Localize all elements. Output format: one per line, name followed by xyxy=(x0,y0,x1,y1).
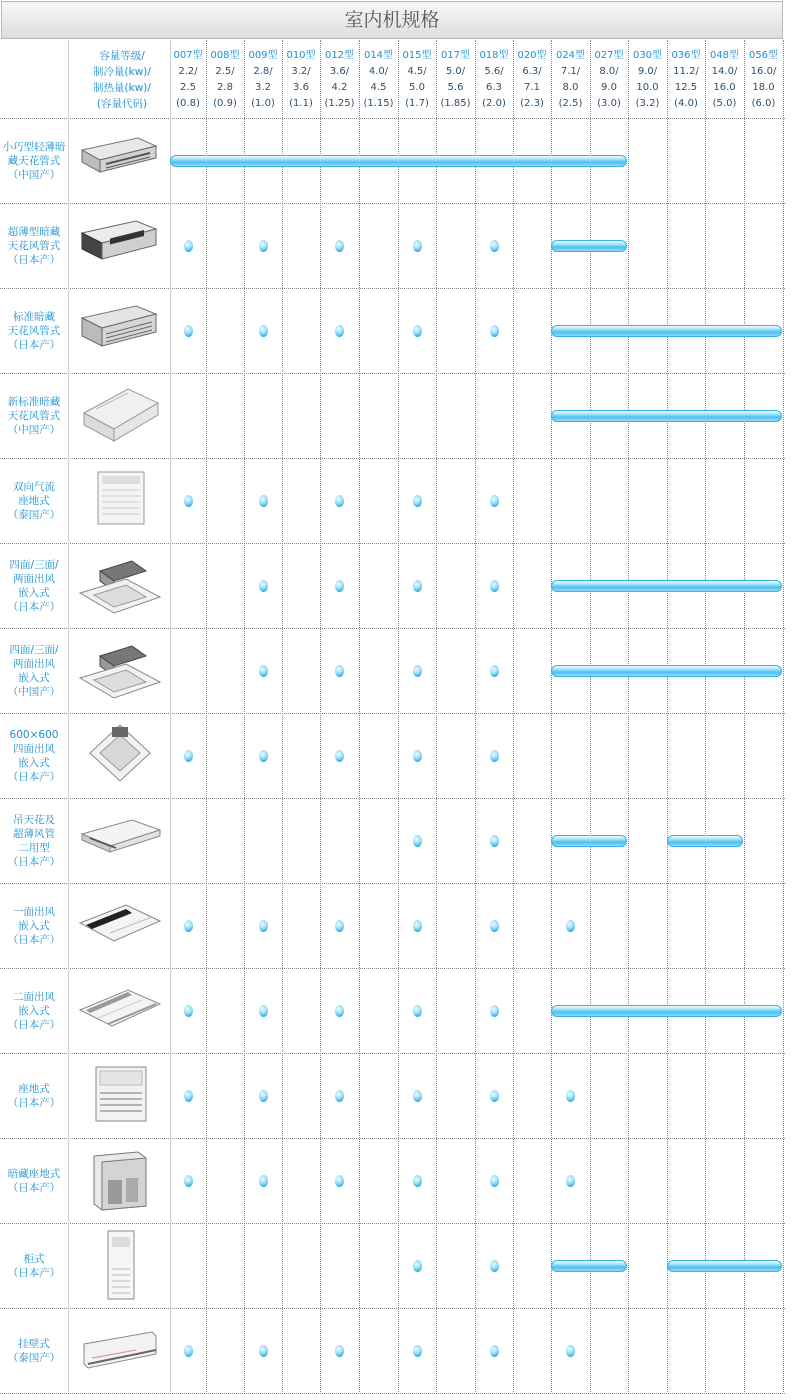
unit-type-label-line: 藏天花管式 xyxy=(7,154,61,167)
unit-type-label-line: 两面出风 xyxy=(13,572,55,585)
availability-dot xyxy=(490,750,499,762)
availability-dot xyxy=(184,920,193,932)
capacity-code: (0.8) xyxy=(176,98,200,109)
model-label: 018型 xyxy=(479,50,509,61)
ceiling-suspended-image xyxy=(76,803,164,877)
unit-type-label-line: 四面出风 xyxy=(13,742,55,755)
availability-dot xyxy=(413,1175,422,1187)
capacity-code: (1.25) xyxy=(324,98,355,109)
header-desc-line: (容量代码) xyxy=(96,98,148,110)
availability-dot xyxy=(490,325,499,337)
capacity-column-header xyxy=(244,48,282,112)
availability-dot xyxy=(413,240,422,252)
cooling-capacity: 2.5/ xyxy=(215,66,235,77)
unit-type-label-line: 嵌入式 xyxy=(18,1004,50,1017)
capacity-column-header xyxy=(169,48,207,112)
unit-type-label-line: 二面出风 xyxy=(13,990,55,1003)
column-divider xyxy=(475,40,476,1392)
availability-dot xyxy=(335,495,344,507)
cooling-capacity: 4.5/ xyxy=(407,66,427,77)
unit-type-label-line: 两面出风 xyxy=(13,657,55,670)
availability-range-bar xyxy=(551,1005,782,1017)
availability-dot xyxy=(490,665,499,677)
availability-dot xyxy=(490,1345,499,1357)
unit-type-label-line: 嵌入式 xyxy=(18,586,50,599)
availability-dot xyxy=(259,325,268,337)
heating-capacity: 9.0 xyxy=(601,82,617,93)
availability-range-bar xyxy=(551,580,782,592)
unit-type-label-line: 二用型 xyxy=(18,841,50,854)
column-divider xyxy=(170,40,171,1392)
column-divider xyxy=(436,40,437,1392)
floor-unit-illustration xyxy=(76,1059,164,1131)
availability-dot xyxy=(490,495,499,507)
availability-dot xyxy=(184,1345,193,1357)
unit-type-label-line: （日本产） xyxy=(7,253,61,266)
availability-range-bar xyxy=(667,835,743,847)
column-divider xyxy=(244,40,245,1392)
cooling-capacity: 9.0/ xyxy=(637,66,658,77)
model-label: 024型 xyxy=(555,50,586,61)
unit-type-label-line: （日本产） xyxy=(7,1181,61,1194)
column-divider xyxy=(705,40,706,1392)
ceiling-duct-new-image xyxy=(76,378,164,452)
capacity-code: (5.0) xyxy=(712,98,737,109)
availability-range-bar xyxy=(551,1260,627,1272)
heating-capacity: 2.5 xyxy=(180,82,196,93)
ceiling-duct-slim-illustration xyxy=(76,209,164,281)
availability-range-bar xyxy=(667,1260,782,1272)
availability-dot xyxy=(490,920,499,932)
availability-dot xyxy=(335,580,344,592)
unit-type-label-line: 600×600 xyxy=(9,728,59,741)
availability-dot xyxy=(259,1005,268,1017)
cooling-capacity: 7.1/ xyxy=(560,66,581,77)
unit-type-label xyxy=(0,628,68,713)
model-label: 010型 xyxy=(286,50,316,61)
model-label: 008型 xyxy=(210,50,240,61)
column-divider xyxy=(206,40,207,1392)
unit-type-label-line: 标准暗藏 xyxy=(13,310,55,323)
cassette-4way-illustration xyxy=(76,549,164,621)
unit-type-label-line: 座地式 xyxy=(18,1082,50,1095)
availability-dot xyxy=(335,1345,344,1357)
unit-type-label xyxy=(0,883,68,968)
column-divider xyxy=(783,40,784,1392)
availability-dot xyxy=(335,1090,344,1102)
ceiling-duct-new-illustration xyxy=(76,379,164,451)
availability-dot xyxy=(490,580,499,592)
floor-unit-image xyxy=(76,1058,164,1132)
unit-type-label-line: （日本产） xyxy=(7,1266,61,1279)
capacity-code: (6.0) xyxy=(751,98,776,109)
availability-dot xyxy=(259,580,268,592)
unit-type-label xyxy=(0,713,68,798)
capacity-column-header xyxy=(513,48,551,112)
unit-type-label xyxy=(0,1223,68,1308)
availability-dot xyxy=(490,1090,499,1102)
heating-capacity: 8.0 xyxy=(562,82,579,93)
capacity-code: (1.7) xyxy=(405,98,429,109)
ceiling-duct-standard-illustration xyxy=(76,294,164,366)
unit-type-label-line: （日本产） xyxy=(7,338,61,351)
ceiling-duct-compact-illustration xyxy=(76,124,164,196)
availability-dot xyxy=(259,920,268,932)
unit-type-label-line: 四面/三面/ xyxy=(9,558,59,571)
heating-capacity: 6.3 xyxy=(486,82,502,93)
unit-type-label xyxy=(0,798,68,883)
unit-type-label-line: 嵌入式 xyxy=(18,919,50,932)
wall-mounted-image xyxy=(76,1313,164,1387)
column-divider xyxy=(282,40,283,1392)
unit-type-label-line: 小巧型轻薄暗 xyxy=(2,140,66,153)
unit-type-label-line: （泰国产） xyxy=(7,1351,61,1364)
heating-capacity: 10.0 xyxy=(636,82,659,93)
model-label: 017型 xyxy=(440,50,471,61)
capacity-code: (1.85) xyxy=(440,98,471,109)
unit-type-label xyxy=(0,203,68,288)
cassette-4way-image xyxy=(76,548,164,622)
unit-type-label-line: （日本产） xyxy=(7,855,61,868)
cassette-4way-illustration xyxy=(76,634,164,706)
unit-type-label xyxy=(0,543,68,628)
capacity-column-header xyxy=(360,48,398,112)
unit-type-label-line: 新标准暗藏 xyxy=(7,395,61,408)
unit-type-label-line: 嵌入式 xyxy=(18,671,50,684)
cooling-capacity: 2.2/ xyxy=(178,66,198,77)
cassette-2way-illustration xyxy=(76,974,164,1046)
unit-type-label-line: （中国产） xyxy=(7,685,61,698)
unit-type-label xyxy=(0,1308,68,1393)
heating-capacity: 7.1 xyxy=(524,82,540,93)
availability-dot xyxy=(259,750,268,762)
unit-type-label-line: 嵌入式 xyxy=(18,756,50,769)
availability-dot xyxy=(490,240,499,252)
unit-type-label xyxy=(0,458,68,543)
availability-dot xyxy=(566,920,575,932)
column-divider xyxy=(513,40,514,1392)
header-desc-line: 制冷量(kw)/ xyxy=(93,66,151,78)
capacity-column-header xyxy=(206,48,244,112)
capacity-column-header xyxy=(321,48,359,112)
unit-type-label-line: （日本产） xyxy=(7,770,61,783)
availability-range-bar xyxy=(551,835,627,847)
unit-type-label-line: 四面/三面/ xyxy=(9,643,59,656)
unit-type-label xyxy=(0,373,68,458)
model-label: 014型 xyxy=(363,50,394,61)
unit-type-label-line: 天花风管式 xyxy=(7,239,61,252)
column-divider xyxy=(320,40,321,1392)
unit-type-label-line: 吊天花及 xyxy=(13,813,55,826)
cooling-capacity: 4.0/ xyxy=(368,66,389,77)
model-label: 007型 xyxy=(173,50,203,61)
heating-capacity: 5.6 xyxy=(447,82,464,93)
capacity-column-header xyxy=(398,48,436,112)
model-label: 036型 xyxy=(671,50,701,61)
availability-dot xyxy=(335,665,344,677)
capacity-header-description xyxy=(74,48,170,112)
unit-type-label-line: （日本产） xyxy=(7,933,61,946)
unit-type-label xyxy=(0,288,68,373)
availability-dot xyxy=(335,920,344,932)
availability-dot xyxy=(259,665,268,677)
ceiling-duct-slim-image xyxy=(76,208,164,282)
floor-standing-illustration xyxy=(76,464,164,536)
floor-concealed-illustration xyxy=(76,1144,164,1216)
cooling-capacity: 5.6/ xyxy=(484,66,504,77)
capacity-code: (1.15) xyxy=(363,98,394,109)
unit-type-label-line: 超薄风管 xyxy=(13,827,55,840)
ceiling-suspended-illustration xyxy=(76,804,164,876)
capacity-code: (1.0) xyxy=(251,98,275,109)
floor-concealed-image xyxy=(76,1143,164,1217)
cooling-capacity: 16.0/ xyxy=(750,66,777,77)
unit-type-label-line: 暗藏座地式 xyxy=(7,1167,61,1180)
capacity-column-header xyxy=(282,48,320,112)
unit-type-label xyxy=(0,968,68,1053)
unit-type-label-line: 双向气流 xyxy=(13,480,55,493)
heating-capacity: 5.0 xyxy=(409,82,425,93)
column-divider xyxy=(667,40,668,1392)
availability-dot xyxy=(490,1005,499,1017)
availability-dot xyxy=(335,240,344,252)
floor-standing-image xyxy=(76,463,164,537)
unit-type-label-line: 天花风管式 xyxy=(7,409,61,422)
availability-dot xyxy=(259,1345,268,1357)
capacity-code: (2.0) xyxy=(482,98,506,109)
model-label: 048型 xyxy=(709,50,740,61)
availability-dot xyxy=(184,1090,193,1102)
model-label: 015型 xyxy=(402,50,432,61)
unit-type-label xyxy=(0,1138,68,1223)
cabinet-illustration xyxy=(76,1229,164,1301)
cabinet-image xyxy=(76,1228,164,1302)
cooling-capacity: 14.0/ xyxy=(711,66,738,77)
heating-capacity: 16.0 xyxy=(713,82,736,93)
unit-type-label-line: 座地式 xyxy=(18,494,50,507)
capacity-code: (4.0) xyxy=(674,98,698,109)
unit-type-label-line: 挂壁式 xyxy=(18,1337,50,1350)
capacity-code: (3.2) xyxy=(635,98,660,109)
availability-dot xyxy=(490,1260,499,1272)
availability-dot xyxy=(184,240,193,252)
ceiling-duct-compact-image xyxy=(76,123,164,197)
cassette-1way-image xyxy=(76,888,164,962)
cassette-600-illustration xyxy=(76,719,164,791)
column-divider xyxy=(628,40,629,1392)
cooling-capacity: 11.2/ xyxy=(673,66,699,77)
availability-dot xyxy=(413,665,422,677)
capacity-column-header xyxy=(667,48,705,112)
availability-dot xyxy=(184,495,193,507)
unit-type-label-line: （中国产） xyxy=(7,168,61,181)
unit-type-label-line: （日本产） xyxy=(7,1018,61,1031)
cassette-2way-image xyxy=(76,973,164,1047)
availability-dot xyxy=(335,1175,344,1187)
availability-dot xyxy=(259,495,268,507)
capacity-code: (1.1) xyxy=(289,98,313,109)
column-divider xyxy=(359,40,360,1392)
cooling-capacity: 3.2/ xyxy=(291,66,311,77)
heating-capacity: 2.8 xyxy=(217,82,233,93)
cooling-capacity: 5.0/ xyxy=(445,66,466,77)
model-label: 012型 xyxy=(324,50,355,61)
cassette-600-image xyxy=(76,718,164,792)
availability-dot xyxy=(184,325,193,337)
availability-dot xyxy=(490,835,499,847)
availability-range-bar xyxy=(170,155,627,167)
availability-range-bar xyxy=(551,240,627,252)
wall-mounted-illustration xyxy=(76,1314,164,1386)
capacity-column-header xyxy=(629,48,667,112)
availability-range-bar xyxy=(551,665,782,677)
availability-range-bar xyxy=(551,325,782,337)
availability-dot xyxy=(413,920,422,932)
model-label: 056型 xyxy=(748,50,779,61)
heating-capacity: 3.2 xyxy=(255,82,271,93)
availability-dot xyxy=(259,240,268,252)
cooling-capacity: 3.6/ xyxy=(329,66,350,77)
column-divider xyxy=(398,40,399,1392)
availability-dot xyxy=(566,1090,575,1102)
unit-type-label-line: 天花风管式 xyxy=(7,324,61,337)
heating-capacity: 18.0 xyxy=(752,82,775,93)
heating-capacity: 4.5 xyxy=(370,82,387,93)
page-title: 室内机规格 xyxy=(1,1,783,39)
availability-dot xyxy=(413,750,422,762)
heating-capacity: 3.6 xyxy=(293,82,309,93)
availability-dot xyxy=(413,495,422,507)
heating-capacity: 12.5 xyxy=(674,82,698,93)
unit-type-label-line: 一面出风 xyxy=(13,905,55,918)
cassette-1way-illustration xyxy=(76,889,164,961)
availability-dot xyxy=(335,750,344,762)
model-label: 027型 xyxy=(594,50,624,61)
unit-type-label-line: （日本产） xyxy=(7,600,61,613)
model-label: 030型 xyxy=(632,50,663,61)
capacity-column-header xyxy=(745,48,783,112)
availability-dot xyxy=(335,1005,344,1017)
availability-dot xyxy=(413,1260,422,1272)
availability-dot xyxy=(413,1345,422,1357)
cooling-capacity: 2.8/ xyxy=(253,66,273,77)
capacity-code: (2.3) xyxy=(520,98,544,109)
availability-dot xyxy=(413,1090,422,1102)
unit-type-label-line: （日本产） xyxy=(7,1096,61,1109)
availability-dot xyxy=(566,1345,575,1357)
header-desc-line: 容量等级/ xyxy=(99,50,145,62)
unit-type-label xyxy=(0,118,68,203)
capacity-code: (3.0) xyxy=(597,98,621,109)
availability-dot xyxy=(184,1005,193,1017)
capacity-column-header xyxy=(706,48,744,112)
column-divider xyxy=(68,40,69,1392)
capacity-column-header xyxy=(590,48,628,112)
cassette-4way-image xyxy=(76,633,164,707)
ceiling-duct-standard-image xyxy=(76,293,164,367)
cooling-capacity: 6.3/ xyxy=(522,66,542,77)
unit-type-label-line: （中国产） xyxy=(7,423,61,436)
column-divider xyxy=(744,40,745,1392)
availability-range-bar xyxy=(551,410,782,422)
capacity-column-header xyxy=(475,48,513,112)
availability-dot xyxy=(335,325,344,337)
capacity-code: (2.5) xyxy=(558,98,583,109)
unit-type-label-line: （泰国产） xyxy=(7,508,61,521)
availability-dot xyxy=(566,1175,575,1187)
header-desc-line: 制热量(kw)/ xyxy=(93,82,151,94)
availability-dot xyxy=(259,1090,268,1102)
availability-dot xyxy=(413,835,422,847)
unit-type-label xyxy=(0,1053,68,1138)
heating-capacity: 4.2 xyxy=(331,82,348,93)
availability-dot xyxy=(413,1005,422,1017)
capacity-column-header xyxy=(437,48,475,112)
availability-dot xyxy=(413,325,422,337)
capacity-column-header xyxy=(552,48,590,112)
availability-dot xyxy=(413,580,422,592)
row-divider xyxy=(0,1393,785,1394)
model-label: 020型 xyxy=(517,50,547,61)
availability-dot xyxy=(184,750,193,762)
cooling-capacity: 8.0/ xyxy=(599,66,619,77)
unit-type-label-line: 柜式 xyxy=(23,1252,45,1265)
capacity-code: (0.9) xyxy=(213,98,237,109)
unit-type-label-line: 超薄型暗藏 xyxy=(7,225,61,238)
availability-dot xyxy=(490,1175,499,1187)
availability-dot xyxy=(184,1175,193,1187)
availability-dot xyxy=(259,1175,268,1187)
model-label: 009型 xyxy=(248,50,278,61)
